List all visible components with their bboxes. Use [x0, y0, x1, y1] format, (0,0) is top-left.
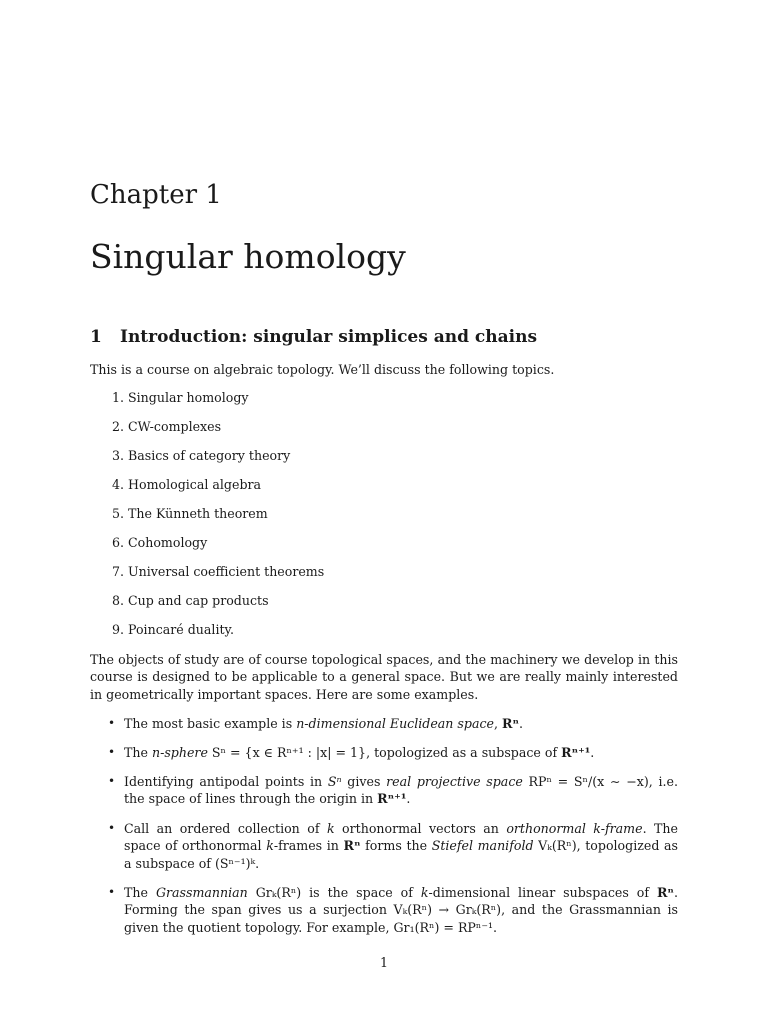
list-item-label: Universal coefficient theorems	[128, 564, 325, 579]
math-expression: Rⁿ⁺¹	[561, 745, 591, 760]
list-item-number: 8.	[111, 593, 124, 608]
section-heading	[90, 325, 537, 349]
bullet-icon: •	[108, 716, 116, 730]
list-item	[100, 621, 234, 639]
example-stiefel: Call an ordered collection of k orthonormal vectors an orthonormal k-frame. The space of orthonormal k-frames in Rⁿ forms the Stiefel manifold Vₖ(Rⁿ), topologized as a subspace of (Sⁿ⁻¹)ᵏ.	[124, 821, 678, 871]
math-expression: Sⁿ	[327, 774, 342, 789]
list-item-number: 6.	[111, 535, 124, 550]
example-euclidean: The most basic example is n-dimensional Euclidean space, Rⁿ.	[124, 716, 524, 731]
list-item-label: Singular homology	[128, 390, 249, 405]
intro-paragraph: This is a course on algebraic topology. We’ll discuss the following topics.	[90, 362, 555, 377]
math-expression: k	[326, 821, 335, 836]
term-italic: Stiefel manifold	[431, 838, 534, 854]
math-expression: k	[420, 885, 429, 900]
bullet-icon: •	[108, 885, 116, 899]
chapter-label: Chapter 1	[90, 180, 222, 210]
list-item	[100, 592, 269, 610]
page-number: 1	[379, 955, 388, 970]
list-item-label: Basics of category theory	[128, 448, 291, 463]
math-expression: Rⁿ	[343, 838, 361, 854]
list-item-number: 1.	[111, 390, 124, 405]
list-item-label: Poincaré duality.	[128, 622, 234, 637]
section-number: 1	[90, 327, 102, 347]
bullet-icon: •	[108, 774, 116, 788]
math-expression: k	[266, 838, 274, 854]
list-item	[100, 505, 268, 523]
math-expression: Rⁿ⁺¹	[377, 791, 407, 807]
term-italic: n-sphere	[151, 745, 208, 760]
list-item-label: The Künneth theorem	[128, 506, 268, 521]
math-expression: Vₖ(Rⁿ) → Grₖ(Rⁿ)	[393, 902, 502, 918]
list-item	[100, 389, 249, 407]
chapter-title: Singular homology	[90, 237, 406, 276]
list-item	[100, 534, 207, 552]
math-expression: Vₖ(Rⁿ)	[538, 838, 577, 854]
math-expression: Sⁿ = {x ∈ Rⁿ⁺¹ : |x| = 1}	[211, 745, 367, 760]
list-item-number: 9.	[111, 622, 124, 637]
list-item-number: 2.	[111, 419, 124, 434]
list-item-label: Homological algebra	[128, 477, 262, 492]
list-item	[100, 447, 290, 465]
math-expression: Rⁿ	[656, 885, 674, 900]
list-item-number: 4.	[111, 477, 124, 492]
term-italic: n-dimensional Euclidean space	[296, 716, 494, 731]
list-item-label: CW-complexes	[128, 419, 222, 434]
term-italic: orthonormal k-frame	[506, 821, 643, 836]
bullet-icon: •	[108, 745, 116, 759]
math-expression: (Sⁿ⁻¹)ᵏ	[214, 855, 256, 871]
example-sphere: The n-sphere Sⁿ = {x ∈ Rⁿ⁺¹ : |x| = 1}, topologized as a subspace of Rⁿ⁺¹.	[124, 745, 595, 760]
math-expression: Gr₁(Rⁿ) = RPⁿ⁻¹	[393, 919, 494, 935]
list-item-label: Cup and cap products	[128, 593, 269, 608]
list-item-label: Cohomology	[128, 535, 208, 550]
body-paragraph: The objects of study are of course topological spaces, and the machinery we develop in this course is designed to be applicable to a general space. But we are really mainly interested in geometrically important spaces. Here are some examples.	[90, 652, 678, 702]
term-italic: real projective space	[386, 774, 523, 789]
list-item	[100, 563, 324, 581]
math-expression: RPⁿ = Sⁿ/(x ∼ −x)	[528, 774, 649, 789]
section-title: Introduction: singular simplices and chains	[120, 327, 538, 347]
list-item-number: 3.	[111, 448, 124, 463]
bullet-icon: •	[108, 821, 116, 835]
math-expression: Rⁿ	[501, 716, 519, 731]
math-expression: Grₖ(Rⁿ)	[255, 885, 302, 900]
list-item-number: 7.	[111, 564, 124, 579]
example-grassmannian: The Grassmannian Grₖ(Rⁿ) is the space of k-dimensional linear subspaces of Rⁿ. Forming the span gives us a surjection Vₖ(Rⁿ) → Grₖ(Rⁿ), and the Grassmannian is given the quotient topology. For example, Gr₁(Rⁿ) = RPⁿ⁻¹.	[124, 885, 678, 935]
list-item	[100, 418, 221, 436]
example-projective: Identifying antipodal points in Sⁿ gives real projective space RPⁿ = Sⁿ/(x ∼ −x), i.e. the space of lines through the origin in Rⁿ⁺¹.	[124, 774, 678, 807]
list-item	[100, 476, 261, 494]
term-italic: Grassmannian	[155, 885, 248, 900]
list-item-number: 5.	[111, 506, 124, 521]
